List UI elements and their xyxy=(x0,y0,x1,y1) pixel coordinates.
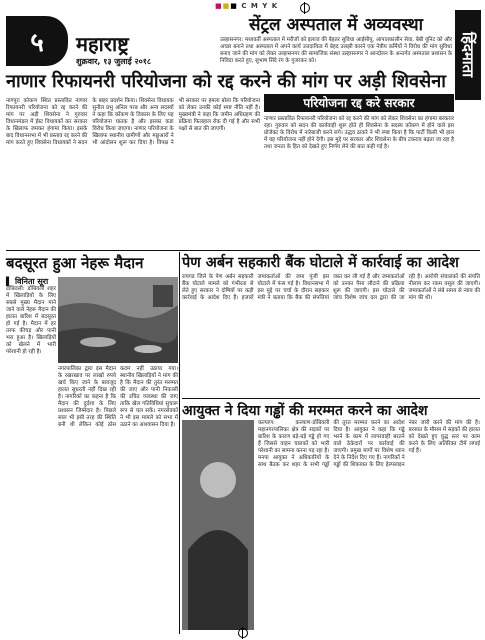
main-story-body: नागपुरः कोकण स्थित प्रस्तावित नाणार रिफायनरी परियोजना को रद्द करने की मांग पर अड़ी शिवसेना ने गुरुवार विधानमंडल में ईस्ट विधायकों कर सरकार के खिलाफ जमकर हंगामा किया। इसके बाद विधानसभा में भी प्रस्ताव रद्द करने की मांग करते हुए शिवसेना विधायकों ने सदन के बाहर प्रदर्शन किया। शिवसेना विधायक सुनील प्रभु अनिल परब और अन्य सदस्यों ने कहा कि कोंकण के विकास के लिए यह परियोजना घातक है और इसका कडा विरोध किया जाएगा। नाणार परियोजना के खिलाफ स्थानीय ग्रामीणों और मछुआरों ने भी आंदोलन शुरू कर दिया है। विपक्ष ने भी सरकार पर हमला बोला कि परियोजना को लेकर उनकी कोई स्पष्ट नीति नहीं है। मुख्यमंत्री ने कहा कि जमीन अधिग्रहण की प्रक्रिया फिलहाल रोक दी गई है और सभी पक्षों से बात की जाएगी। xyxy=(6,98,260,146)
commissioner-photo xyxy=(182,420,254,630)
bank-story-body: रायगड जिले के पेण अर्बन सहकारी बैंक घोटाले मामले को गंभीरता से लेते हुए सरकार ने दोषियों पर कड़ी कार्रवाई के आदेश दिए हैं। हजारों जमाकर्ताओं की जमा पूंजी इस घोटाले में फंस गई है। विधानसभा में इस मुद्दे पर चर्चा के दौरान सहकार मंत्री ने बताया कि बैंक की संपत्तियां जब्त कर ली गई हैं और जमाकर्ताओं को उनका पैसा लौटाने की प्रक्रिया शुरू की जाएगी। इस घोटाले की जांच विशेष जांच दल द्वारा की जा रही है। आरोपी संचालकों की संपत्ति नीलाम कर रकम वसूल की जाएगी। जमाकर्ताओं ने लंबे समय से न्याय की मांग की थी। xyxy=(182,274,480,301)
top-story-headline: सेंट्रल अस्पताल में अव्यवस्था xyxy=(248,15,424,35)
pothole-story-body: कल्याण: कल्याण-डोंबिवली महानगरपालिका क्षेत्र की सड़कों पर बारिश के कारण बड़े-बड़े गड्ढे हो गए हैं जिससे वाहन चालकों को भारी परेशानी का सामना करना पड़ रहा है। मनपा आयुक्त ने अधिकारियों के साथ बैठक कर शहर के सभी गड्ढों की तुरंत मरम्मत करने का आदेश दिया है। आयुक्त ने कहा कि गड्ढे भरने के काम में लापरवाही बरतने वाले ठेकेदारों पर कार्रवाई की जाएगी। प्रमुख मार्गों पर विशेष ध्यान देने के निर्देश दिए गए हैं। नागरिकों ने गड्ढों की शिकायत के लिए हेल्पलाइन नंबर जारी करने की मांग की है। बरसात के मौसम में सड़कों की हालत को देखते हुए युद्ध स्तर पर काम करने के लिए अतिरिक्त टीमें लगाई गई हैं। xyxy=(258,420,480,468)
dateline: शुक्रवार, १३ जुलाई २०१८ xyxy=(76,57,152,66)
registration-target-icon xyxy=(238,628,248,638)
section-divider xyxy=(6,250,480,251)
main-story-right-body: नाणार प्रस्तावित रिफायनरी परियोजना को रद्द करने की मांग को लेकर शिवसेना का हंगामा बरकरार रहा। गुरुवार को सदन की कार्यवाही शुरू होते ही शिवसेना के सदस्य कोंकण में होने वाले इस प्रोजेक्ट के विरोध में नारेबाजी करने लगे। उद्धव ठाकरे ने भी स्पष्ट किया है कि पार्टी किसी भी हाल में यह परियोजना नहीं होने देगी। इस मुद्दे पर सरकार और शिवसेना के बीच टकराव बढ़ता जा रहा है तथा जनता के हित को देखते हुए निर्णय लेने की बात कही गई है। xyxy=(264,116,454,150)
muddy-ground-photo xyxy=(58,277,178,363)
bank-headline: पेण अर्बन सहकारी बैंक घोटाले में कार्रवाई का आदेश xyxy=(182,255,459,271)
nehru-byline: ▌ विनिता सूरा xyxy=(6,277,49,286)
story-divider xyxy=(182,398,480,399)
nehru-headline: बदसूरत हुआ नेहरू मैदान xyxy=(6,254,144,272)
pothole-headline: आयुक्त ने दिया गड्ढों की मरम्मत करने का आदेश xyxy=(182,403,428,419)
section-title: महाराष्ट्र xyxy=(76,32,129,56)
nehru-lead-body: डोंबिवली: डोंबिवली शहर में खिलाड़ियों के लिए सबसे मुख्य मैदान माने जाने वाले नेहरू मैदान की हालत बारिश में बदसूरत हो गई है। मैदान में हर तरफ कीचड़ और पानी भरा हुआ है। खिलाड़ियों को खेलने में भारी परेशानी हो रही है। xyxy=(6,286,56,355)
masthead xyxy=(6,10,454,68)
column-divider xyxy=(179,252,180,634)
nehru-story-body: नगरपालिका द्वारा इस मैदान के रखरखाव पर लाखों रुपये खर्च किए जाने के बावजूद हालत सुधरती नहीं दिख रही है। नागरिकों का कहना है कि मैदान की दुर्दशा के लिए प्रशासन जिम्मेदार है। पिछले साल भी इसी तरह की स्थिति बनी थी लेकिन कोई ठोस कदम नहीं उठाया गया। स्थानीय खिलाड़ियों ने मांग की है कि मैदान की तुरंत मरम्मत की जाए और पानी निकासी की उचित व्यवस्था की जाए ताकि खेल गतिविधियां सुचारू रूप से चल सकें। नगरसेवकों ने भी इस मामले को सभा में उठाने का आश्वासन दिया है। xyxy=(58,366,178,428)
top-story xyxy=(220,12,452,65)
page-number: ५ xyxy=(6,16,68,66)
main-headline: नाणार रिफायनरी परियोजना को रद्द करने की मांग पर अड़ी शिवसेना xyxy=(6,71,446,92)
color-registration-marks: ■■■ C M Y K xyxy=(215,2,279,10)
main-subhead: परियोजना रद्द करे सरकार xyxy=(264,94,454,112)
top-story-body: उल्हासनगर: मध्यवर्ती अस्पताल में मरीजों को इलाज की बेहतर सुविधा आईसीयू, आपातकालीन सेवा, बेबी यूनिट को और अच्छा बनाने तथा अस्पताल में अपने कार्य उत्तदायित्व में बेहद उलझी कारने एक नेत्रीय कर्मियों ने विरोध की मांग सुविधा बनाए जाने की मांग को लेकर उल्हासनगर की सामाजिक संस्था उल्हासनगर ने आन्दोलन के अन्तर्गत अस्पताल प्रशासन के निविदा करते हुए, सुभाष सिंदे रंग के गुजरकर को। xyxy=(220,37,452,64)
newspaper-logo: हिंदमाता xyxy=(455,10,481,100)
